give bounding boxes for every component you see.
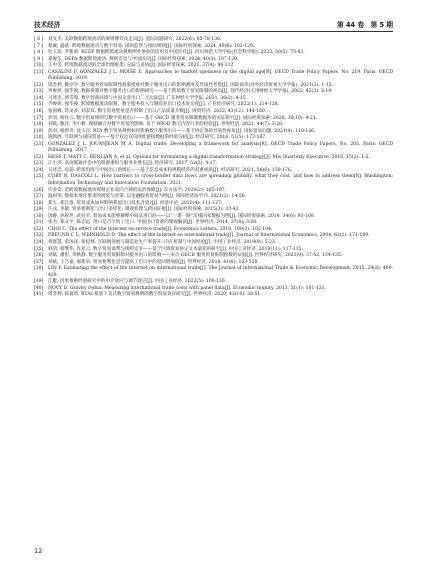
reference-text: CASALINI F, GONZÁLEZ J L, MOÏSÉ E. Approaches to market openness in the digital age[R]. OECD Trade Policy Papers, No. 219. Paris: OECD Publishing, 2019. — [48, 69, 393, 82]
reference-number: [29] — [34, 207, 44, 213]
reference-number: [33] — [34, 233, 44, 239]
reference-text: 王中美. 跨境数据流动的全球治理框架: 分歧与妥协[J]. 国际经贸探索, 2021, 37(4): 98-112. — [48, 63, 235, 69]
reference-number: [ 6 ] — [34, 37, 44, 42]
volume-issue: 第 44 卷 第 5 期 — [337, 21, 393, 29]
reference-number: [28] — [34, 200, 44, 206]
reference-text: 翟俊生. DEPA 数据跨境流动: 规则差异与中国因应[J]. 国际经贸探索, 2024, 40(3): 107-120. — [48, 56, 239, 62]
reference-number: [26] — [34, 187, 44, 193]
reference-number: [17] — [34, 115, 44, 121]
reference-text: 周念利, 陈寰琦. RTAs 框架下美式数字贸易规则的数字贸易效应研究[J]. 世界经济, 2020, 43(10): 28-51. — [48, 292, 262, 298]
reference-number: [37] — [34, 259, 44, 265]
reference-text: 齐俊妍, 强华俊. 数据规制对数字服务出口的影响研究——基于跨境数字贸易限制的视角[J]. 现代经济(天津财经大学学报), 2022, 42(3): 3-19. — [48, 89, 333, 95]
reference-text: 彭羽, 杨作云. 数字贸易规则与数字贸易出口——基于 OECD 服务贸易限制数据库的实证研究[J]. 国际经贸探索, 2020, 36(10): 4-21. — [48, 115, 318, 121]
reference-list — [34, 37, 393, 299]
reference-number: [11] — [34, 69, 44, 75]
reference-text: CORY N, DASCOLI L. How barriers to cross-border data flows are spreading globally, what they cost, and how to address them[R]. Washington: Information Technology and Innovation Foundation, 2021. — [48, 174, 393, 187]
reference-text: GONZÁLEZ J L, JOUANJEAN M A. Digital trade: Developing a framework for analysis[R]. OECD Trade Policy Papers, No. 205. Paris: OECD Publishing, 2017. — [48, 141, 393, 154]
reference-number: [39] — [34, 279, 44, 285]
reference-text: 张杰, 郑文平, 陈志远. 进口是否引致了出口: 中国出口奇迹的微观解读[J]. 世界经济, 2014, 37(6): 3-26. — [48, 220, 258, 226]
reference-number: [27] — [34, 194, 44, 200]
reference-entry — [34, 292, 393, 299]
reference-number: [31] — [34, 220, 44, 226]
reference-text: 刘斌, 甄洋, 李小帆. 规制融合对数字贸易的影响: 基于 WIOD 数字内容行业的检验[J]. 世界经济, 2021, 44(7): 3-28. — [48, 122, 284, 128]
reference-entry — [34, 266, 393, 279]
reference-entry — [34, 70, 393, 83]
reference-text: 马述忠, 郭雪瑞. 数字营商环境与中国企业出口二元边际[J]. 广东财经大学学报, 2021, 36(2): 4-15. — [48, 95, 248, 101]
reference-number: [10] — [34, 63, 44, 69]
reference-text: 周念利, 姚亭亭. 数字服务贸易限制性政策壁垒对数字服务出口的影响测度及异质性考察[J]. 国际商务(对外经济贸易大学学报), 2021(2): 1-15. — [48, 82, 334, 88]
reference-text: 蔡翼, 盛斌. 跨境数据流动与数字贸易: 国内监管与国际规则[J]. 国际经贸探索, 2024, 40(6): 102-120. — [48, 43, 255, 49]
reference-text: 刘文杰. 美欧数据跨境流动的规则博弈及走向[J]. 国际问题研究, 2022(6): 65-78-136. — [48, 37, 222, 42]
reference-text: 唐静, 孙祝坪, 武拉平. 贸易成本能够解释中间品进口吗——以“一带一路”沿线国家数据为例[J]. 国际经贸探索, 2018, 34(6): 93-108. — [48, 213, 316, 219]
reference-number: [36] — [34, 253, 44, 259]
reference-text: 杜玉琼, 罗新莉. RCEP 数据跨境流动规则例外条款的适用及中国应对[J]. 四川师范大学学报(社会科学版), 2023, 50(5): 75-83. — [48, 50, 305, 56]
reference-number: [35] — [34, 246, 44, 252]
reference-number: [32] — [34, 226, 44, 232]
reference-number: [21] — [34, 141, 44, 147]
reference-number: [12] — [34, 82, 44, 88]
reference-text: 江艇. 因果推断经验研究中的中介效应与调节效应[J]. 中国工业经济, 2022(5): 100-120. — [48, 279, 227, 285]
reference-number: [ 8 ] — [34, 50, 44, 56]
reference-text: LIN F. Estimating the effect of the Internet on international trade[J]. The Journal of International Trade & Economic Development, 2015, 24(3): 409-428. — [48, 266, 393, 278]
reference-number: [22] — [34, 154, 44, 160]
reference-number: [25] — [34, 174, 44, 180]
reference-text: 刘斌, 潘彤, 李秋静. 数字服务贸易限制对服务出口的影响——来自 OECD 服务贸易限制指数的证据[J]. 世界经济研究, 2021(9): 37-52, 134-135. — [48, 253, 343, 259]
reference-entry — [34, 174, 393, 187]
reference-text: 韩剑, 蔡继伟, 许亚云. 数字贸易谈判与规则竞争——基于区域贸易协定文本量化的研究[J]. 中国工业经济, 2019(11): 117-135. — [48, 246, 304, 252]
reference-text: 张国峰, 蒋灵多, 刘双双. 数字贸易壁垒是否抑制了出口产品质量升级[J]. 财贸经济, 2022, 43(12): 144-160. — [48, 109, 267, 115]
reference-number: [30] — [34, 213, 44, 219]
reference-text: 许多奇. 论跨境数据流动规制企业双向合规的法治保障[J]. 东方法学, 2020(2): 185-197. — [48, 187, 227, 193]
reference-number: [23] — [34, 161, 44, 167]
reference-number: [14] — [34, 95, 44, 101]
reference-text: FREUND C L, WEINHOLD D. The effect of the Internet on international trade[J]. Journal of International Economics, 2004, 62(1): 171-189. — [48, 233, 370, 239]
journal-name: 技术经济 — [34, 21, 61, 29]
reference-number: [16] — [34, 109, 44, 115]
reference-number: [ 9 ] — [34, 56, 44, 62]
reference-text: 齐俊妍, 强华俊. 跨境数据流动限制、数字服务投入与制造业出口技术复杂度[J]. 产业经济研究, 2022(1): 114-128. — [48, 102, 280, 108]
reference-text: 马述忠, 房超. 跨境电商与中国出口新增长——基于信息成本和规模经济的双重视角[J]. 经济研究, 2021, 56(6): 159-176. — [48, 167, 293, 173]
reference-number: [34] — [34, 239, 44, 245]
reference-number: [40] — [34, 285, 44, 291]
reference-number: [13] — [34, 89, 44, 95]
reference-text: 郑玉, 郑江淮. 贸易成本如何影响我国出口技术含量?[J]. 经济评论, 2020(4): 111-127. — [48, 200, 223, 206]
reference-number: [15] — [34, 102, 44, 108]
reference-text: 施炳展. 互联网与国际贸易——基于双边双向网址链接数据的经验分析[J]. 经济研究, 2016, 51(5): 172-187. — [48, 135, 267, 141]
reference-text: 江小涓. 高度联通社会中的资源重组与服务业增长[J]. 经济研究, 2017, 52(3): 4-17. — [48, 161, 218, 167]
page-number: 12 — [34, 547, 43, 555]
reference-number: [18] — [34, 122, 44, 128]
reference-text: 黄群慧, 余泳泽, 张松林. 互联网发展与制造业生产率提升: 内在机制与中国经验[J]. 中国工业经济, 2019(8): 5-23. — [48, 239, 277, 245]
reference-text: 温树英. 数据本地化要求的困境与对策: 以金融服务贸易为例[J]. 国际经济法学刊, 2021(2): 14-26. — [48, 194, 247, 200]
header-rule — [34, 31, 393, 32]
reference-text: NOVY D. Gravity redux: Measuring international trade costs with panel data[J]. Economic Inquiry, 2013, 51(1): 101-121. — [48, 285, 327, 291]
reference-text: CHOI C. The effect of the Internet on service trade[J]. Economics Letters, 2010, 109(2): 102-104. — [48, 226, 273, 232]
reference-number: [38] — [34, 266, 44, 272]
reference-text: 刘斌, 王乃嘉, 屠新泉. 贸易便利化是否提高了出口中的返回增加值[J]. 世界经济, 2018, 41(8): 103-128. — [48, 259, 259, 265]
reference-number: [24] — [34, 167, 44, 173]
reference-text: 彭羽, 杨碧舟, 沈玉良. RTA 数字贸易规则如何影响数字服务出口——基于协定条款异质性视角[J]. 国际贸易问题, 2021(4): 110-126. — [48, 128, 316, 134]
reference-text: 汪戎, 李敏. 贸易便利化与出口多样化: 微观机理与跨国证据[J]. 国际经贸探索, 2015(3): 33-43. — [48, 207, 240, 213]
reference-number: [ 7 ] — [34, 43, 44, 49]
reference-number: [19] — [34, 128, 44, 134]
reference-number: [41] — [34, 292, 44, 298]
reference-text: HESS T, MATT C, BENLIAN A, et al. Options for formulating a digital transformation strategy[J]. Mis Quarterly Executive, 2016, 15(2): 1-2. — [48, 154, 371, 160]
reference-number: [20] — [34, 135, 44, 141]
reference-entry — [34, 142, 393, 155]
